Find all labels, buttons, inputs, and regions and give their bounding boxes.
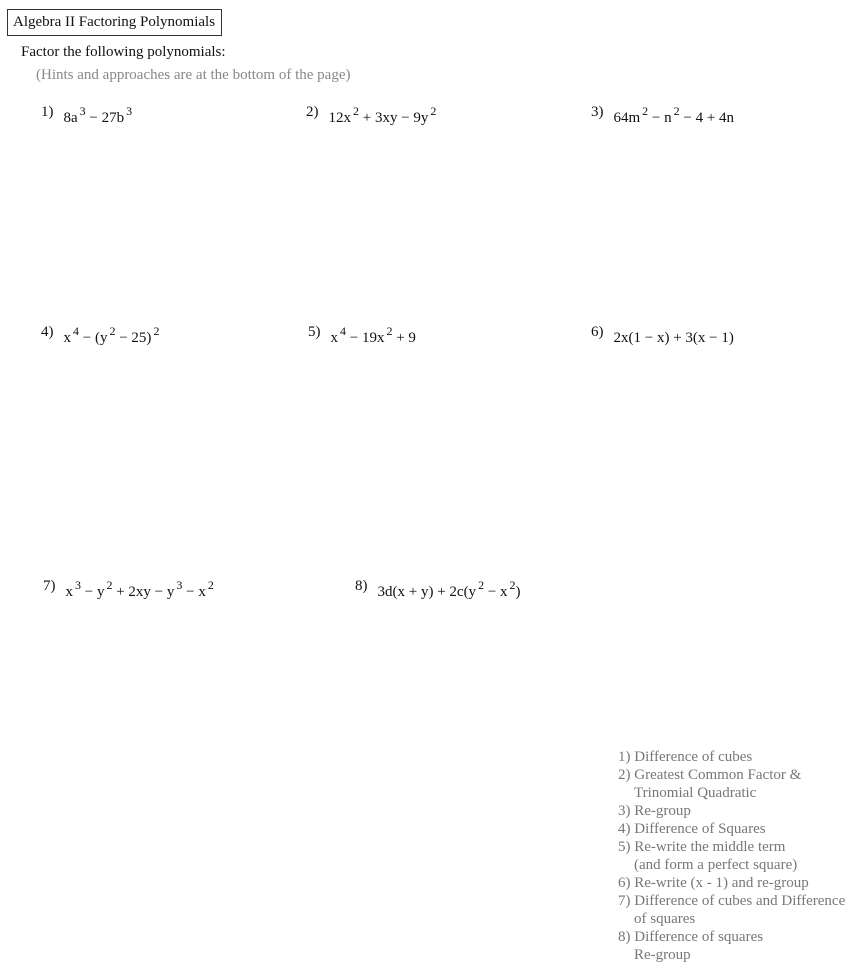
problem-1 xyxy=(41,104,132,127)
problem-expression: 8a $^3$ − 27b $^3$ xyxy=(63,104,133,126)
problem-expression: 3d(x + y) + 2c(y $^2$ − x $^2$) xyxy=(377,578,521,600)
problem-number: 7) xyxy=(43,578,56,594)
hints-list xyxy=(618,748,845,964)
worksheet-title: Algebra II Factoring Polynomials xyxy=(7,9,222,36)
problem-7 xyxy=(43,578,214,601)
hint-item-3: 3) Re-group xyxy=(618,803,691,819)
problem-expression: 12x $^2$ + 3xy − 9y $^2$ xyxy=(328,104,437,126)
problem-6 xyxy=(591,324,734,347)
hint-item-1: 1) Difference of cubes xyxy=(618,749,753,765)
hint-item-4: 4) Difference of Squares xyxy=(618,821,766,837)
problem-3 xyxy=(591,104,734,127)
problem-expression: 64m $^2$ − n $^2$ − 4 + 4n xyxy=(613,104,735,126)
hint-item-2: 2) Greatest Common Factor & Trinomial Quadratic xyxy=(618,767,802,801)
instructions: Factor the following polynomials: xyxy=(21,44,226,60)
problem-expression: x $^3$ − y $^2$ + 2xy − y $^3$ − x $^2$ xyxy=(65,578,214,600)
problem-number: 8) xyxy=(355,578,368,594)
hint-item-6: 6) Re-write (x - 1) and re-group xyxy=(618,875,809,891)
problem-number: 4) xyxy=(41,324,54,340)
hint-item-5: 5) Re-write the middle term (and form a perfect square) xyxy=(618,839,798,873)
problem-number: 5) xyxy=(308,324,321,340)
problem-number: 2) xyxy=(306,104,319,120)
problem-number: 1) xyxy=(41,104,54,120)
hint-note: (Hints and approaches are at the bottom of the page) xyxy=(36,67,351,83)
hint-item-7: 7) Difference of cubes and Difference of squares xyxy=(618,893,846,927)
problem-2 xyxy=(306,104,436,127)
problem-expression: x $^4$ − 19x $^2$ + 9 xyxy=(330,324,416,346)
problem-expression: 2x(1 − x) + 3(x − 1) xyxy=(613,330,734,346)
problem-number: 6) xyxy=(591,324,604,340)
hint-item-8: 8) Difference of squares Re-group xyxy=(618,929,764,963)
problem-8 xyxy=(355,578,521,601)
problem-5 xyxy=(308,324,416,347)
problem-expression: x $^4$ − (y $^2$ − 25) $^2$ xyxy=(63,324,160,346)
problem-4 xyxy=(41,324,159,347)
problem-number: 3) xyxy=(591,104,604,120)
